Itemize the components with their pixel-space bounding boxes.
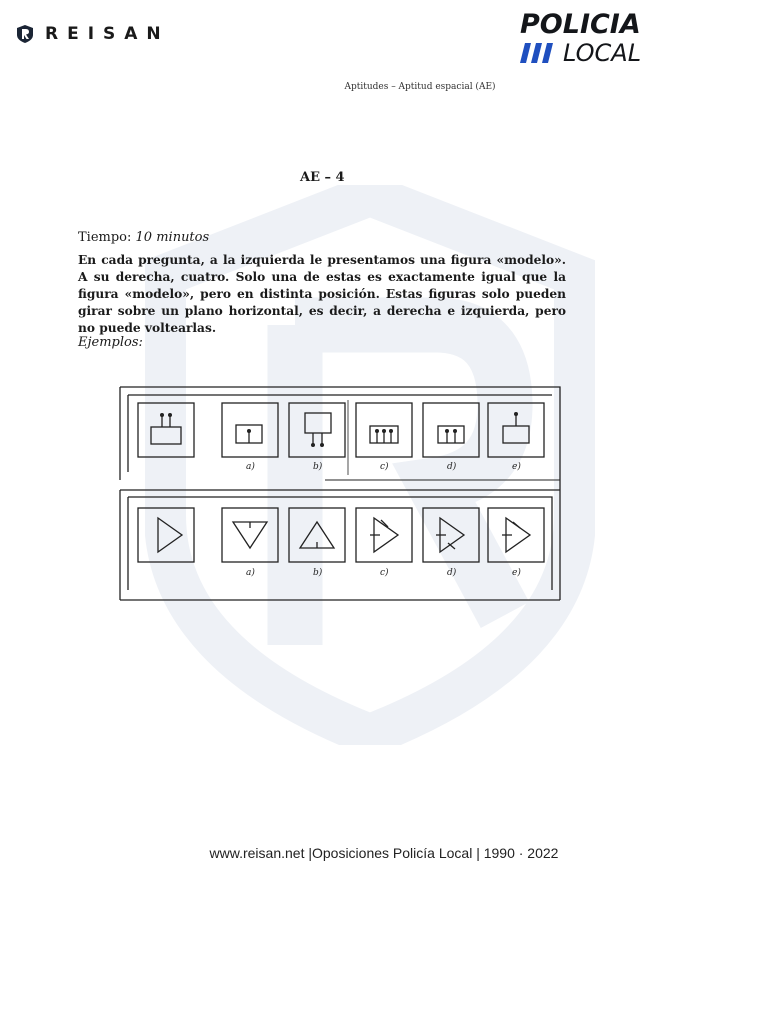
option-box xyxy=(488,508,544,562)
examples-label: Ejemplos: xyxy=(78,335,143,350)
option-box xyxy=(222,508,278,562)
option-label: e) xyxy=(512,462,521,472)
time-value: 10 minutos xyxy=(135,230,210,245)
option-box xyxy=(289,508,345,562)
police-logo-line2: LOCAL xyxy=(563,39,642,67)
police-logo-line1: POLICIA xyxy=(520,9,641,40)
option-box xyxy=(423,403,479,457)
model-box-2 xyxy=(138,508,194,562)
option-box xyxy=(356,508,412,562)
option-box xyxy=(289,403,345,457)
time-label: Tiempo: xyxy=(78,230,132,245)
option-box xyxy=(488,403,544,457)
option-label: a) xyxy=(246,568,255,578)
brand-name: REISAN xyxy=(45,24,170,44)
instructions: En cada pregunta, a la izquierda le presentamos una figura «modelo». A su derecha, cuatro. Solo una de estas es exactamente igual que la figura «modelo», pero en distinta posición. Estas figuras solo pueden girar sobre un plano horizontal, es decir, a derecha e izquierda, pero no puede voltearlas. xyxy=(78,253,566,335)
option-label: e) xyxy=(512,568,521,578)
option-box xyxy=(423,508,479,562)
exercise-title: AE – 4 xyxy=(300,170,345,185)
option-label: c) xyxy=(380,462,389,472)
option-label: a) xyxy=(246,462,255,472)
page-subtitle: Aptitudes – Aptitud espacial (AE) xyxy=(344,82,496,92)
option-label: b) xyxy=(313,568,323,578)
option-label: b) xyxy=(313,462,323,472)
option-label: d) xyxy=(447,568,457,578)
option-label: c) xyxy=(380,568,389,578)
footer: www.reisan.net |Oposiciones Policía Local | 1990 · 2022 xyxy=(209,845,559,861)
option-label: d) xyxy=(447,462,457,472)
model-box-1 xyxy=(138,403,194,457)
